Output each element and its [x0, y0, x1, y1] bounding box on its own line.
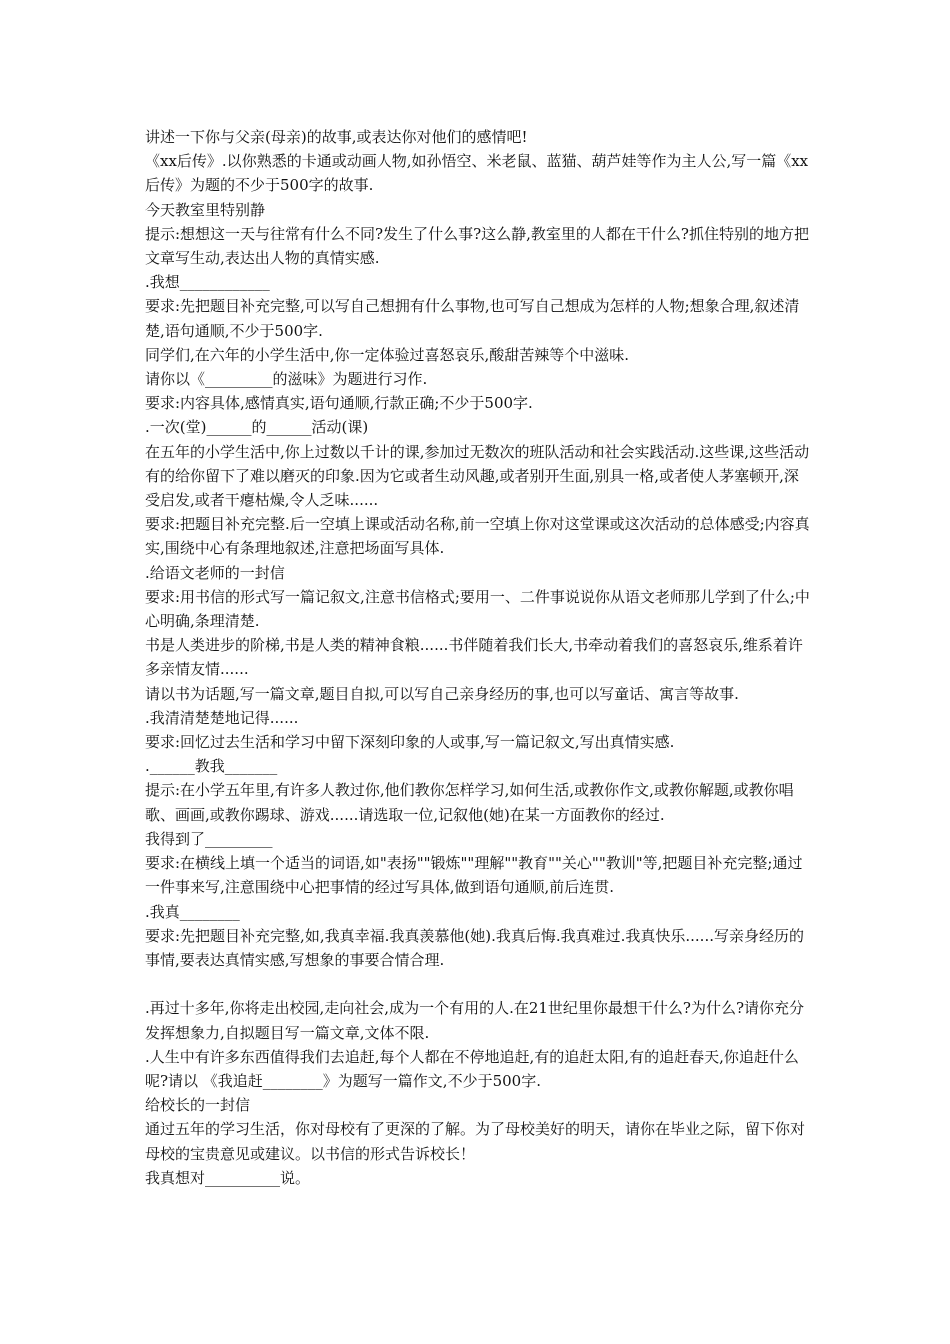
text-line: .______教我_______: [145, 757, 278, 776]
text-line: 要求:内容具体,感情真实,语句通顺,行款正确;不少于500字.: [145, 394, 533, 413]
text-line: 提示:想想这一天与往常有什么不同?发生了什么事?这么静,教室里的人都在干什么?抓住特别的地方把文章写生动,表达出人物的真情实感.: [145, 224, 809, 268]
text-line: 给校长的一封信: [145, 1096, 251, 1115]
text-line: .给语文老师的一封信: [145, 563, 285, 582]
text-line: 要求:在横线上填一个适当的词语,如"表扬""锻炼""理解""教育""关心""教训"等,把题目补充完整;通过一件事来写,注意围绕中心把事情的经过写具体,做到语句通顺,前后连贯.: [145, 854, 803, 897]
text-line: 要求:先把题目补充完整,如,我真幸福.我真羡慕他(她).我真后悔.我真难过.我真快乐......写亲身经历的事情,要表达真情实感,写想象的事要合情合理.: [145, 926, 804, 969]
blank-line: [145, 972, 810, 996]
text-line: 要求:用书信的形式写一篇记叙文,注意书信格式;要用一、二件事说说你从语文老师那儿学到了什么;中心明确,条理清楚.: [145, 587, 810, 631]
text-line: 要求:回忆过去生活和学习中留下深刻印象的人或事,写一篇记叙文,写出真情实感.: [145, 733, 675, 752]
text-line: 同学们,在六年的小学生活中,你一定体验过喜怒哀乐,酸甜苦辣等个中滋味.: [145, 345, 630, 364]
document-body: [145, 125, 810, 1190]
text-line: 请你以《_________的滋味》为题进行习作.: [145, 370, 428, 389]
text-line: 《xx后传》.以你熟悉的卡通或动画人物,如孙悟空、米老鼠、蓝猫、葫芦娃等作为主人公,写一篇《xx后传》为题的不少于500字的故事.: [145, 152, 809, 195]
text-line: 在五年的小学生活中,你上过数以千计的课,参加过无数次的班队活动和社会实践活动.这些课,这些活动有的给你留下了难以磨灭的印象.因为它或者生动风趣,或者别开生面,别具一格,或者使人茅塞顿开,深受启发,或者干瘪枯燥,令人乏味......: [145, 442, 810, 510]
text-line: 今天教室里特别静: [145, 200, 266, 219]
text-line: .我想____________: [145, 273, 270, 292]
text-line: 讲述一下你与父亲(母亲)的故事,或表达你对他们的感情吧!: [145, 128, 528, 146]
text-line: 要求:先把题目补充完整,可以写自己想拥有什么事物,也可写自己想成为怎样的人物;想象合理,叙述清楚,语句通顺,不少于500字.: [145, 297, 800, 340]
text-line: .我清清楚楚地记得......: [145, 708, 299, 727]
text-line: .一次(堂)______的______活动(课): [145, 418, 369, 437]
text-line: 请以书为话题,写一篇文章,题目自拟,可以写自己亲身经历的事,也可以写童话、寓言等故事.: [145, 684, 739, 703]
text-line: 要求:把题目补充完整.后一空填上课或活动名称,前一空填上你对这堂课或这次活动的总体感受;内容真实,围绕中心有条理地叙述,注意把场面写具体.: [145, 515, 810, 558]
text-line: .再过十多年,你将走出校园,走向社会,成为一个有用的人.在21世纪里你最想干什么?为什么?请你充分发挥想象力,自拟题目写一篇文章,文体不限.: [145, 999, 805, 1042]
text-line: 书是人类进步的阶梯,书是人类的精神食粮......书伴随着我们长大,书牵动着我们的喜怒哀乐,维系着许多亲情友情......: [145, 636, 803, 679]
text-line: .人生中有许多东西值得我们去追赶,每个人都在不停地追赶,有的追赶太阳,有的追赶春天,你追赶什么呢?请以 《我追赶________》为题写一篇作文,不少于500字.: [145, 1047, 799, 1090]
text-line: 提示:在小学五年里,有许多人教过你,他们教你怎样学习,如何生活,或教你作文,或教你解题,或教你唱歌、画画,或教你踢球、游戏......请选取一位,记叙他(她)在某一方面教你的经过.: [145, 781, 794, 824]
text-line: 我真想对__________说。: [145, 1168, 311, 1187]
text-line: 通过五年的学习生活，你对母校有了更深的了解。为了母校美好的明天，请你在毕业之际，留下你对母校的宝贵意见或建议。以书信的形式告诉校长！: [145, 1120, 806, 1163]
text-line: .我真________: [145, 902, 240, 921]
text-line: 我得到了_________: [145, 829, 273, 848]
